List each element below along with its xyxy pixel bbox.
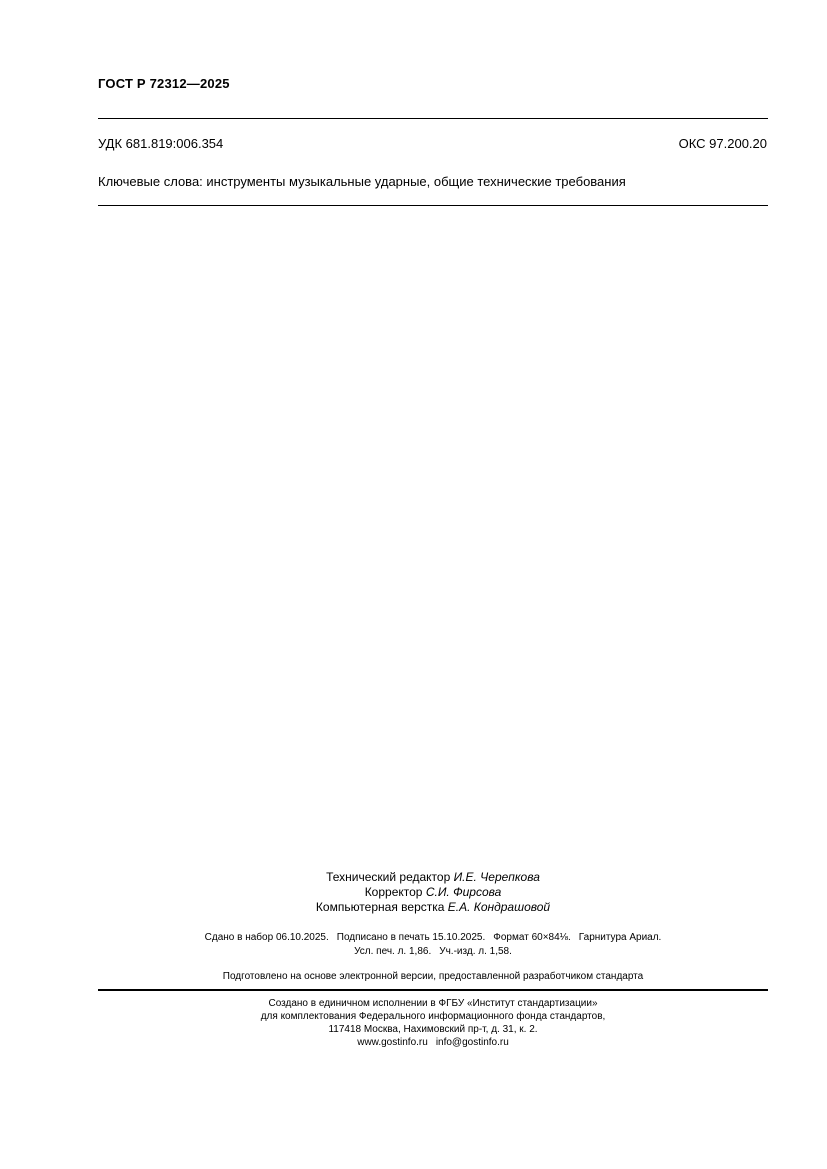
printing-line-2: [98, 945, 768, 959]
printing-info: [98, 931, 768, 959]
layout-name: Е.А. Кондрашовой: [447, 900, 551, 914]
keywords-divider: [98, 205, 768, 206]
publisher-block: [98, 997, 768, 1049]
paper-format: Формат 60×84⅛.: [493, 932, 571, 943]
top-divider: [98, 118, 768, 119]
oks-code: ОКС 97.200.20: [678, 136, 767, 151]
credits-block: [98, 870, 768, 915]
email-link[interactable]: info@gostinfo.ru: [435, 1037, 509, 1048]
publisher-line-2: для комплектования Федерального информационного фонда стандартов,: [260, 1011, 606, 1022]
udc-code: УДК 681.819:006.354: [98, 136, 224, 151]
layout-line: [98, 900, 768, 915]
publisher-sheets: Уч.-изд. л. 1,58.: [439, 946, 512, 957]
proofreader-role: Корректор: [364, 885, 423, 899]
keywords: Ключевые слова: инструменты музыкальные ударные, общие технические требования: [98, 174, 626, 189]
website-link[interactable]: www.gostinfo.ru: [357, 1037, 428, 1048]
typeface: Гарнитура Ариал.: [578, 932, 662, 943]
signed-date: Подписано в печать 15.10.2025.: [336, 932, 486, 943]
publisher-line-1: Создано в единичном исполнении в ФГБУ «Институт стандартизации»: [268, 998, 598, 1009]
tech-editor-role: Технический редактор: [326, 870, 451, 884]
proofreader-name: С.И. Фирсова: [425, 885, 502, 899]
print-sheets: Усл. печ. л. 1,86.: [354, 946, 432, 957]
submitted-date: Сдано в набор 06.10.2025.: [204, 932, 329, 943]
publisher-line-3: 117418 Москва, Нахимовский пр-т, д. 31, к. 2.: [328, 1024, 538, 1035]
bottom-divider: [98, 989, 768, 991]
tech-editor-line: [98, 870, 768, 885]
printing-line-1: [98, 931, 768, 945]
basis-note: Подготовлено на основе электронной версии, предоставленной разработчиком стандарта: [222, 971, 644, 982]
publisher-contacts: [98, 1036, 768, 1049]
proofreader-line: [98, 885, 768, 900]
standard-number: ГОСТ Р 72312—2025: [98, 76, 230, 91]
tech-editor-name: И.Е. Черепкова: [453, 870, 540, 884]
layout-role: Компьютерная верстка: [315, 900, 445, 914]
